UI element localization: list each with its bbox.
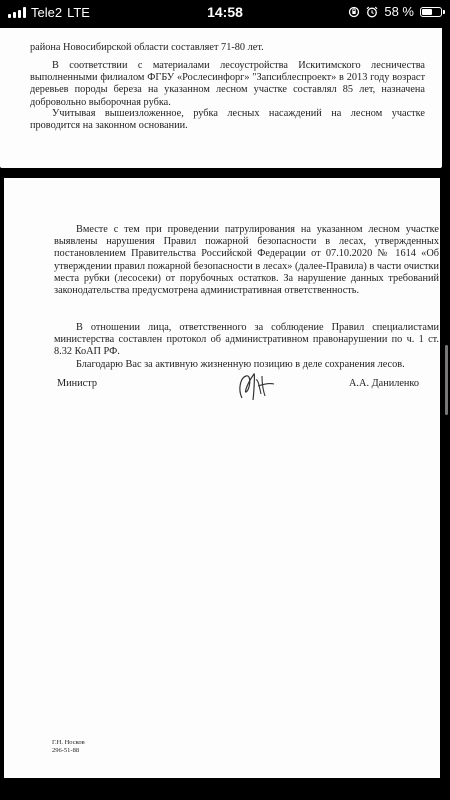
page1-line-top: района Новосибирской области составляет 71-80 лет.: [30, 42, 264, 53]
signer-name: А.А. Даниленко: [349, 378, 420, 389]
executor-phone: 296-51-88: [52, 747, 80, 754]
screen-rotation-lock-icon: [348, 6, 360, 18]
signature-title: Министр: [57, 378, 98, 389]
status-bar-right: [348, 4, 442, 19]
document-page-2: [4, 178, 440, 778]
battery-icon: [420, 7, 442, 17]
page1-paragraph-b: Учитывая вышеизложенное, рубка лесных насаждений на лесном участке проводится на законном основании.: [30, 108, 425, 132]
network-label: LTE: [67, 5, 90, 20]
page2-paragraph-c: Благодарю Вас за активную жизненную позицию в деле сохранения лесов.: [76, 359, 405, 370]
battery-percent: 58 %: [384, 4, 414, 19]
battery-fill: [422, 9, 432, 15]
status-bar: [0, 0, 450, 26]
page1-paragraph-a: В соответствии с материалами лесоустройства Искитимского лесничества выполненными филиалом ФГБУ «Рослесинфорг» "Запсиблеспроект» в 2013 году возраст деревьев породы береза на указанном лесном участке составлял 85 лет, назначена добровольно выборочная рубка.: [30, 60, 425, 108]
scroll-indicator[interactable]: [445, 345, 448, 415]
document-page-1: [0, 28, 442, 168]
executor-name: Г.Н. Носков: [52, 739, 85, 746]
page2-paragraph-a: Вместе с тем при проведении патрулирования на указанном лесном участке выявлены нарушения Правил пожарной безопасности в лесах, утвержденных постановлением Правительства Российской Федерации от 07.10.2020 № 1614 «Об утверждении правил пожарной безопасности в лесах» (далее-Правила) в части очистки места рубки (лесосеки) от порубочных остатков. За нарушение данных требований законодательства предусмотрена административная ответственность.: [54, 224, 439, 297]
handwritten-signature: [232, 368, 280, 404]
carrier-label: Tele2: [31, 5, 63, 20]
page2-paragraph-b: В отношении лица, ответственного за соблюдение Правил специалистами министерства составлен протокол об административном правонарушении по ч. 1 ст. 8.32 КоАП РФ.: [54, 322, 439, 358]
status-time: 14:58: [207, 4, 243, 20]
alarm-icon: [366, 6, 378, 18]
